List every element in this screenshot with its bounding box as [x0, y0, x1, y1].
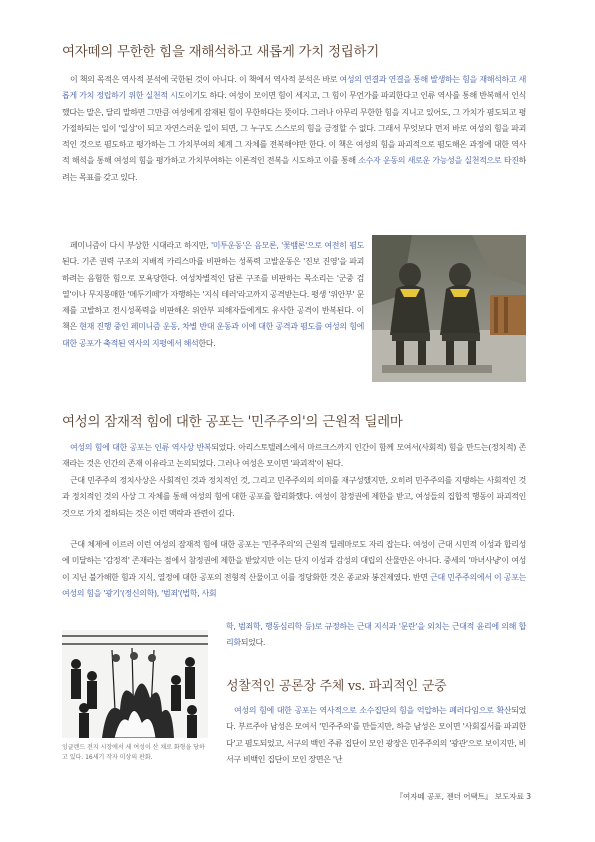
image-caption: 잉글랜드 전지 시장에서 세 여성이 산 채로 화형을 당하고 있다. 16세기 작자 미상의 판화. — [62, 744, 205, 761]
body-text: 된다. 기존 권력 구조의 지배적 카리스마를 비판하는 성폭력 고발운동은 '진보 진영'을 파괴하려는 음험한 힘으로 모욕당한다. 여성차별적인 담론 구조를 비판하는 목소리는 '군중 검열'이나 무지몽매한 '메두기떼'가 자행하는 '지식 테러'라고까지 공격받는다. 평생 '위안부' 문제를 고발하고 전시성폭력을 비판해온 위안부 피해자들에게도 유사한 공격이 반복된다. 이 책은 — [62, 257, 364, 332]
highlight-text: 여성의 연결과 연결을 통해 발생하는 힘을 재해석하고 새롭게 가치 정립하기 위한 실천적 시도 — [62, 75, 526, 101]
body-text: 이기도 하다. 여성이 모이면 힘이 세지고, 그 힘이 무언가를 파괴한다고 인류 역사를 통해 반복해서 인식했다는 말은, 달리 말하면 그만큼 여성에게 잠재된 힘이 무한하다는 뜻이다. 그러나 아무리 무한한 힘을 지니고 있어도, 그 가치가 폄도되고 평가절하되는 일이 '일상'이 되고 자연스러운 일이 되면, 그 누구도 스스로의 힘을 긍정할 수 없다. 그래서 무엇보다 먼저 바로 여성의 힘을 파괴적인 것으로 폄도하고 평가하는 그 가치부여의 체계 그 자체를 전복해야만 한다. 이 책은 여성의 힘을 파괴적으로 폄도해온 과정에 대한 역사적 해석을 통해 여성의 힘을 평가하고 가치부여하는 이론적인 전복을 시도하고 이를 통해 — [62, 91, 526, 166]
body-text: 한다. — [198, 338, 216, 348]
body-text: 되었다. 아리스토텔레스에서 마르크스까지 인간이 함께 모여서(사회적) 힘을 만드는(정치적) 존재라는 것은 인간의 존재 이유라고 논의되었다. 그러나 여성은 모이면 '파괴적'이 된다. — [62, 443, 526, 469]
paragraph — [62, 72, 526, 186]
highlight-text: 여성의 힘에 대한 공포는 인류 역사상 반복 — [70, 443, 212, 452]
paragraph — [62, 537, 526, 602]
paragraph — [62, 473, 526, 522]
section-heading-1: 여자떼의 무한한 힘을 재해석하고 새롭게 가치 정립하기 — [62, 44, 379, 60]
paragraph — [226, 703, 526, 768]
highlight-text: 현재 진행 중인 페미니즘 운동, 차별 반대 운동과 이에 대한 공격과 폄도를 여성의 힘에 대한 공포가 축적된 역사의 지평에서 해석 — [62, 322, 364, 348]
highlight-text: 근대 민주주의에서 이 공포는 여성의 힘을 '광기'(정신의학), '범죄'(법학, 사회 — [62, 572, 526, 598]
woodcut-illustration — [62, 630, 208, 738]
body-text: 되었다. 부르주아 남성은 모여서 '민주주의'를 만들지만, 하층 남성은 모이면 '사회질서를 파괴한다'고 폄도되었고, 서구의 백인 주류 집단이 모인 광장은 민주주의의 '광관'으로 보이지만, 비서구 비백인 집단이 모인 장면은 '난 — [226, 706, 526, 764]
highlight-text: 소수자 운동의 새로운 가능성을 실천적으로 타진 — [358, 156, 519, 166]
body-text: 근대 체제에 이르러 이런 여성의 잠재적 힘에 대한 공포는 '민주주의'의 근원적 딜레마로도 자리 잡는다. 여성이 근대 시민적 이성과 합리성에 미달하는 '감정적' 존재라는 점에서 참정권에 제한을 받았지만 이는 단지 이성과 감성의 대립의 산물만은 아니다. 중세의 '마녀사냥'이 여성이 지닌 불가해한 힘과 지식, 열정에 대한 공포의 전형적 산물이고 이를 정당화한 것은 종교와 봉건제였다. 반면 — [62, 540, 526, 582]
page-footer: 『여자떼 공포, 젠더 어택트』 보도자료 3 — [395, 792, 531, 801]
highlight-text: 여성의 힘에 대한 공포는 역사적으로 소수집단의 힘을 억압하는 폐러다임으로 확산 — [234, 706, 512, 715]
section-heading-2: 여성의 잠재적 힘에 대한 공포는 '민주주의'의 근원적 딜레마 — [62, 414, 403, 430]
section-heading-3: 성찰적인 공론장 주체 vs. 파괴적인 군중 — [226, 679, 447, 694]
statue-photo — [372, 235, 526, 382]
body-text: 되었다. — [240, 638, 266, 648]
paragraph — [226, 619, 526, 652]
highlight-text: 학, 범죄학, 행동심리학 등)로 규정하는 근대 지식과 '문란'을 외치는 근대적 윤리에 의해 합리화 — [226, 622, 526, 648]
body-text: 하려는 목표를 갖고 있다. — [62, 156, 527, 182]
body-text: 페미니즘이 다시 부상한 시대라고 하지만, — [70, 241, 211, 250]
highlight-text: '미투운동'은 음모론, '꽃뱀론'으로 여전히 폄도 — [210, 241, 364, 250]
paragraph — [62, 238, 364, 352]
body-text: 근대 민주주의 정치사상은 사회적인 것과 정치적인 것, 그리고 민주주의의 의미를 재구성했지만, 오히려 민주주의를 지탱하는 사회적인 것과 정치적인 것의 사상 그 자체를 통해 여성의 힘에 대한 공포를 합리화했다. 여성이 참정권에 제한을 받고, 여성들의 집합적 행동이 파괴적인 것으로 가치 절하되는 것은 이런 맥락과 관련이 깊다. — [62, 476, 526, 518]
paragraph — [62, 440, 526, 473]
body-text: 이 책의 목적은 역사적 분석에 국한된 것이 아니다. 이 책에서 역사적 분석은 바로 — [70, 75, 340, 84]
